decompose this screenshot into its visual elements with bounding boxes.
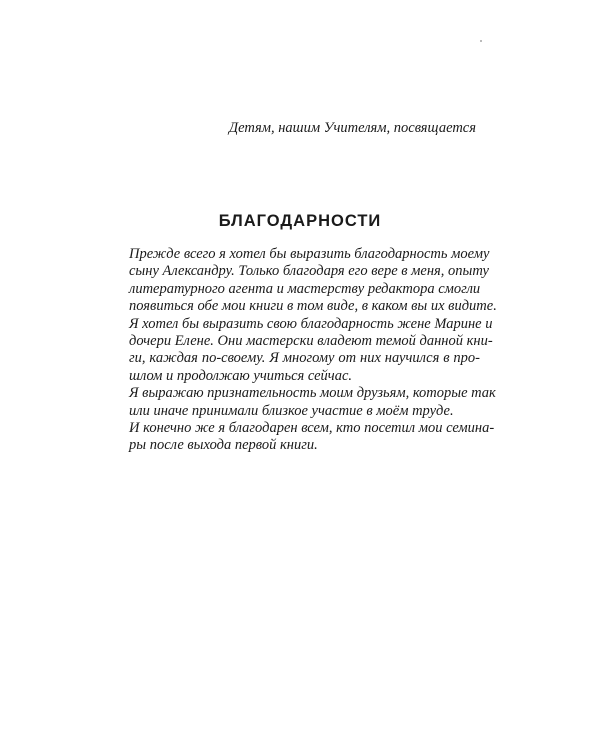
text-line: сыну Александру. Только благодаря его вере в меня, опыту <box>129 263 489 280</box>
acknowledgements-text <box>129 246 497 455</box>
dedication: Детям, нашим Учителям, посвящается <box>228 120 476 136</box>
text-line: ры после выхода первой книги. <box>129 437 318 454</box>
text-line: Я выражаю признательность моим друзьям, которые так <box>129 385 496 402</box>
text-line: шлом и продолжаю учиться сейчас. <box>129 367 353 384</box>
text-line: или иначе принимали близкое участие в моём труде. <box>129 402 454 419</box>
scan-mark <box>480 40 482 42</box>
text-line: И конечно же я благодарен всем, кто посетил мои семина- <box>129 419 495 436</box>
text-line: Прежде всего я хотел бы выразить благодарность моему <box>129 246 490 262</box>
text-line: дочери Елене. Они мастерски владеют темой данной кни- <box>129 332 493 349</box>
text-line: ги, каждая по-своему. Я многому от них научился в про- <box>129 350 480 367</box>
text-line: Я хотел бы выразить свою благодарность жене Марине и <box>129 315 493 332</box>
text-line: появиться обе мои книги в том виде, в каком вы их видите. <box>129 298 497 315</box>
text-line: литературного агента и мастерству редактора смогли <box>129 280 481 297</box>
section-heading: БЛАГОДАРНОСТИ <box>218 212 382 230</box>
